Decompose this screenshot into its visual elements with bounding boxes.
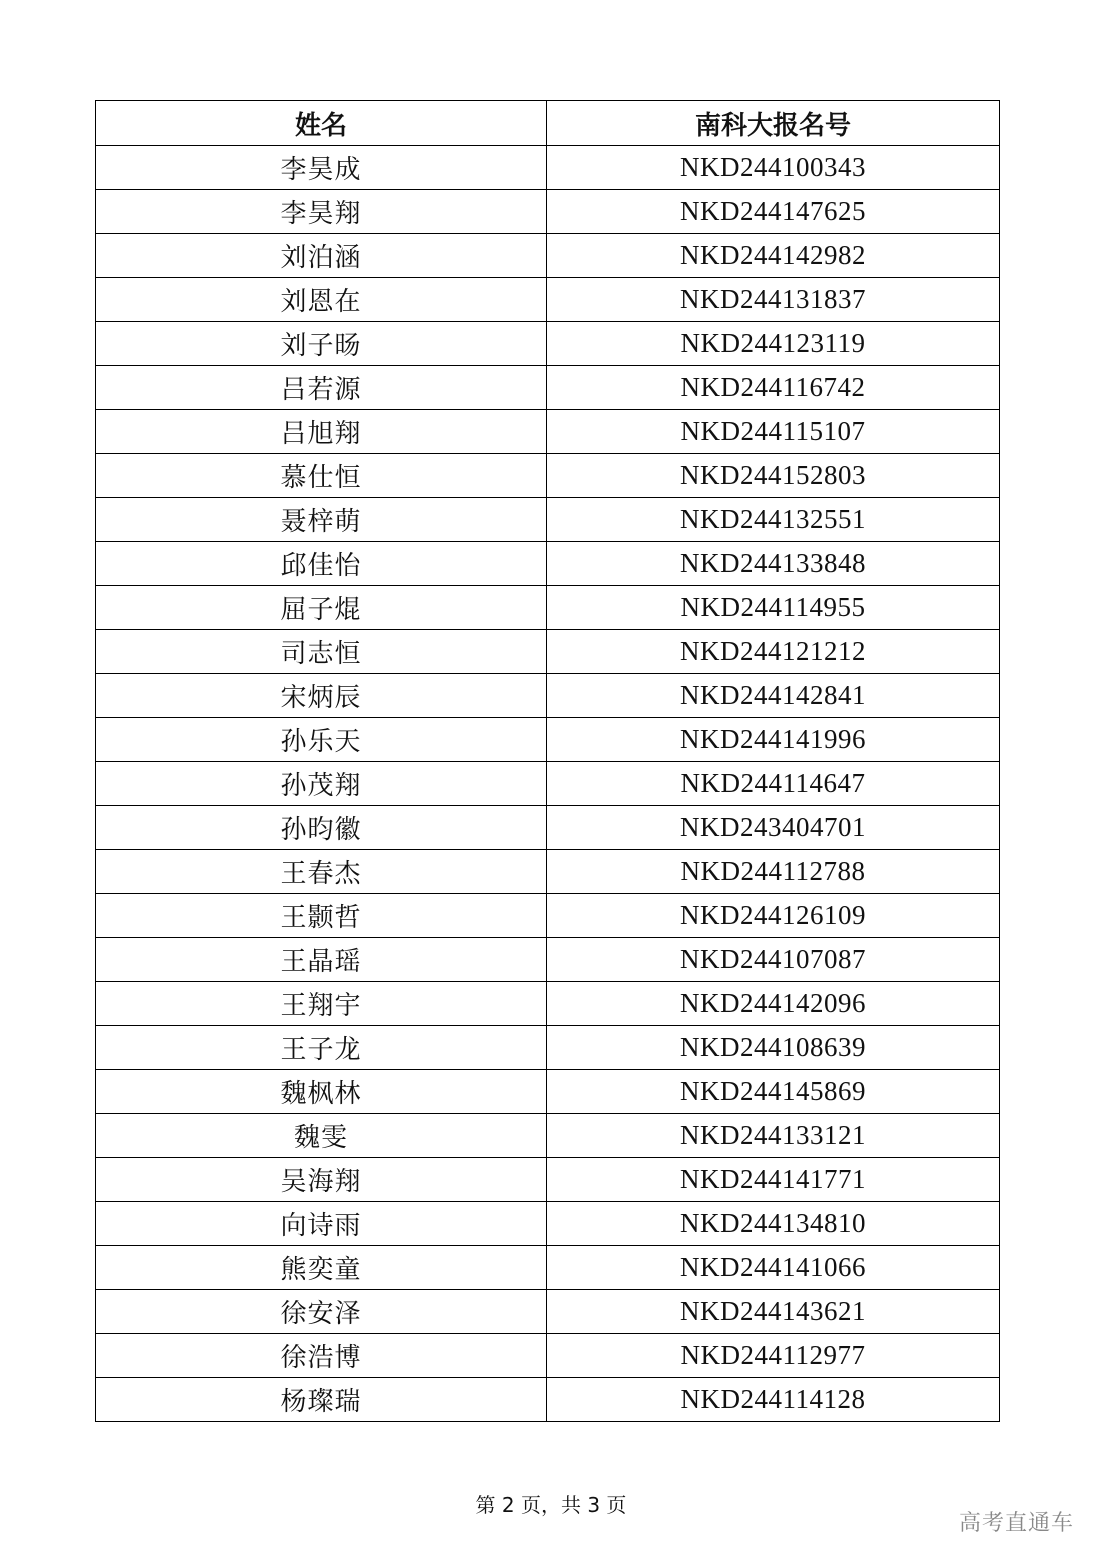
registration-number: NKD244114955 [547,586,1000,630]
table-row [96,234,1000,278]
registration-number: NKD244141996 [547,718,1000,762]
applicant-name: 徐安泽 [96,1290,547,1334]
registration-number: NKD244132551 [547,498,1000,542]
registration-number: NKD244121212 [547,630,1000,674]
applicant-name: 徐浩博 [96,1334,547,1378]
applicant-name: 王翔宇 [96,982,547,1026]
table-row [96,278,1000,322]
applicant-name: 吴海翔 [96,1158,547,1202]
registration-number: NKD244152803 [547,454,1000,498]
table-row [96,1070,1000,1114]
registration-number: NKD244145869 [547,1070,1000,1114]
registration-number: NKD244112788 [547,850,1000,894]
registration-number: NKD244141771 [547,1158,1000,1202]
applicant-name: 孙乐天 [96,718,547,762]
watermark: 高考直通车 [958,1511,1074,1536]
registration-number: NKD244126109 [547,894,1000,938]
table-row [96,1026,1000,1070]
table-row [96,586,1000,630]
table-row [96,1290,1000,1334]
applicant-name: 王春杰 [96,850,547,894]
table-row [96,322,1000,366]
table-row [96,630,1000,674]
applicant-name: 杨璨瑞 [96,1378,547,1422]
registration-number: NKD244142096 [547,982,1000,1026]
applicant-name: 吕旭翔 [96,410,547,454]
registration-number: NKD244115107 [547,410,1000,454]
table-row [96,190,1000,234]
table-row [96,1246,1000,1290]
table-row [96,1114,1000,1158]
table-row [96,1334,1000,1378]
page-number: 第 2 页，共 3 页 [475,1493,627,1517]
column-header-registration-number: 南科大报名号 [547,101,1000,146]
table-body [96,146,1000,1422]
applicant-name: 王颢哲 [96,894,547,938]
applicant-name: 慕仕恒 [96,454,547,498]
applicant-name: 熊奕童 [96,1246,547,1290]
applicant-name: 李昊翔 [96,190,547,234]
applicant-name: 刘子旸 [96,322,547,366]
registration-number: NKD244116742 [547,366,1000,410]
table-row [96,982,1000,1026]
table-row [96,146,1000,190]
applicant-name: 王子龙 [96,1026,547,1070]
table-row [96,674,1000,718]
applicant-name: 邱佳怡 [96,542,547,586]
registration-number: NKD244133121 [547,1114,1000,1158]
registration-number: NKD244131837 [547,278,1000,322]
table-row [96,894,1000,938]
applicant-name: 刘泊涵 [96,234,547,278]
table-row [96,762,1000,806]
applicant-name: 向诗雨 [96,1202,547,1246]
table-row [96,498,1000,542]
registration-number: NKD244142982 [547,234,1000,278]
table-row [96,366,1000,410]
applicant-table [95,100,1000,1422]
registration-number: NKD244142841 [547,674,1000,718]
applicant-name: 聂梓萌 [96,498,547,542]
applicant-name: 吕若源 [96,366,547,410]
applicant-name: 魏雯 [96,1114,547,1158]
registration-number: NKD244143621 [547,1290,1000,1334]
applicant-name: 孙茂翔 [96,762,547,806]
registration-number: NKD244100343 [547,146,1000,190]
table-row [96,542,1000,586]
table-row [96,850,1000,894]
registration-number: NKD244147625 [547,190,1000,234]
registration-number: NKD244107087 [547,938,1000,982]
table-row [96,1158,1000,1202]
registration-number: NKD244141066 [547,1246,1000,1290]
registration-number: NKD244112977 [547,1334,1000,1378]
table-row [96,410,1000,454]
applicant-name: 魏枫林 [96,1070,547,1114]
table-row [96,806,1000,850]
applicant-name: 孙昀徽 [96,806,547,850]
applicant-name: 屈子焜 [96,586,547,630]
registration-number: NKD243404701 [547,806,1000,850]
applicant-name: 宋炳辰 [96,674,547,718]
table-row [96,718,1000,762]
registration-number: NKD244123119 [547,322,1000,366]
applicant-name: 王晶瑶 [96,938,547,982]
registration-number: NKD244108639 [547,1026,1000,1070]
registration-number: NKD244114128 [547,1378,1000,1422]
registration-number: NKD244133848 [547,542,1000,586]
applicant-name: 刘恩在 [96,278,547,322]
applicant-name: 司志恒 [96,630,547,674]
table-row [96,1202,1000,1246]
table-header-row [96,101,1000,146]
column-header-name: 姓名 [96,101,547,146]
table-row [96,1378,1000,1422]
table-row [96,454,1000,498]
table-row [96,938,1000,982]
registration-number: NKD244134810 [547,1202,1000,1246]
applicant-name: 李昊成 [96,146,547,190]
registration-number: NKD244114647 [547,762,1000,806]
